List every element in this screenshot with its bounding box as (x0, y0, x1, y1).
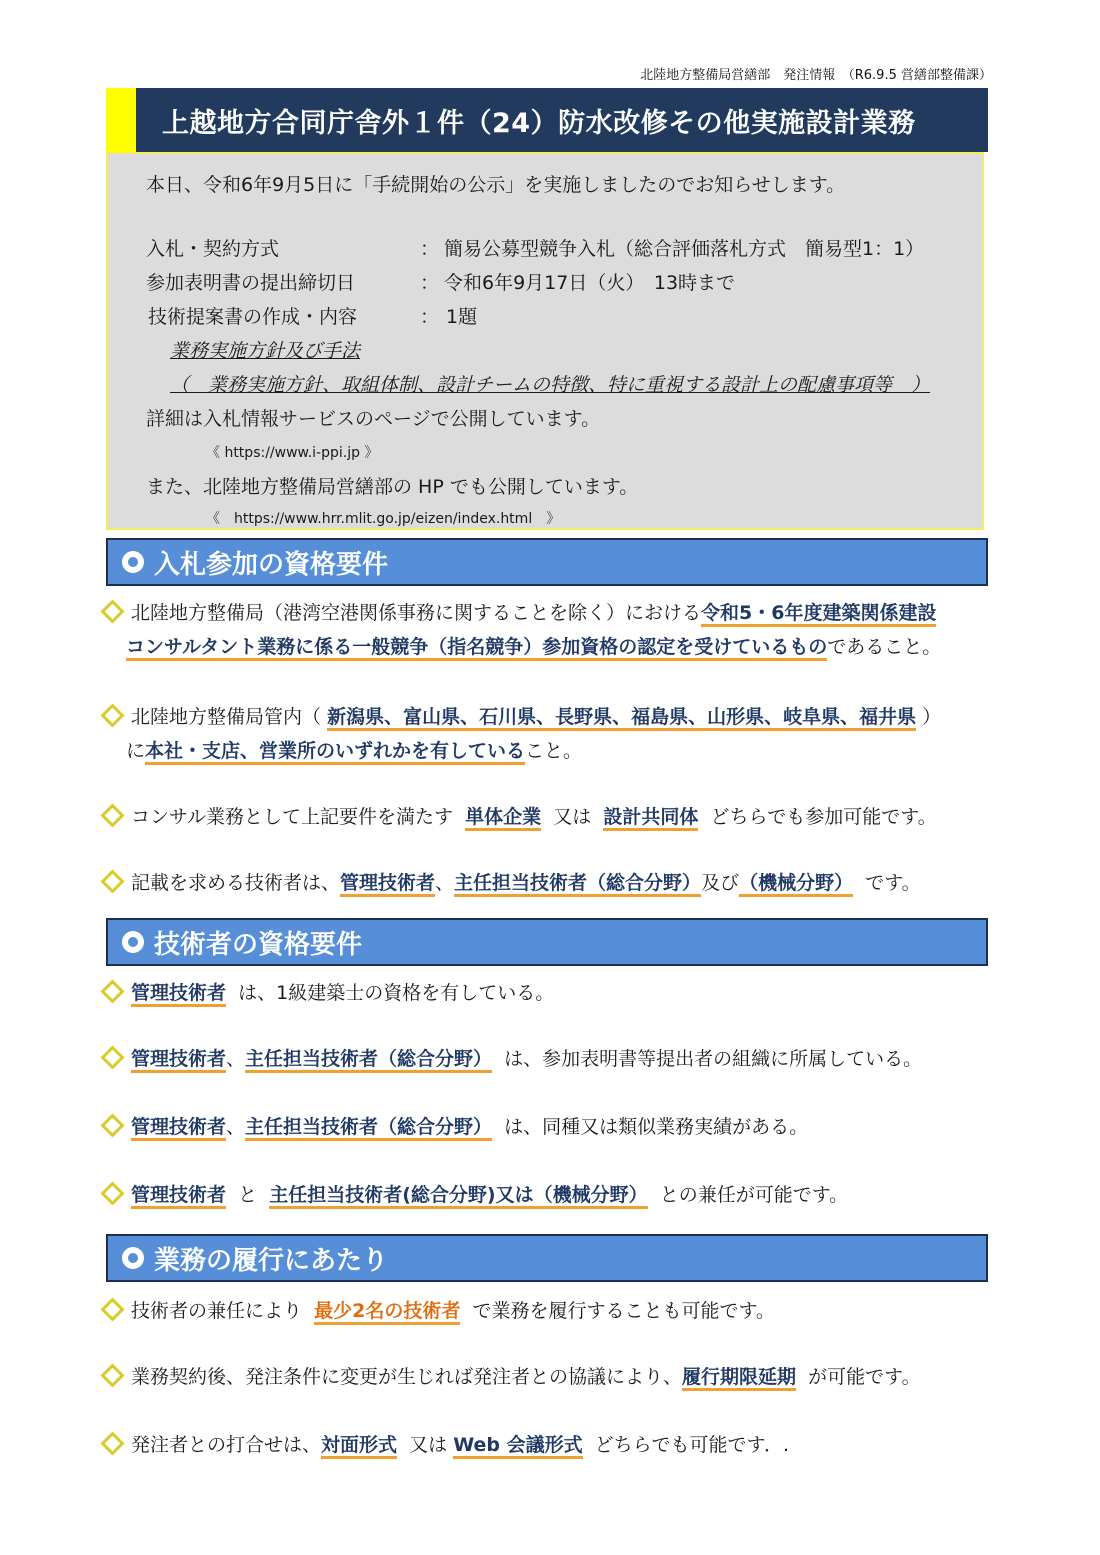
highlight: 単体企業 (465, 806, 541, 831)
notice-intro: 本日、令和6年9月5日に「手続開始の公示」を実施しましたのでお知らせします。 (146, 174, 846, 196)
item-text: は、参加表明書等提出者の組織に所属している。 (504, 1048, 923, 1070)
highlight: 管理技術者 (340, 872, 435, 897)
requirement-item (104, 1110, 1014, 1144)
item-text: 又は (409, 1434, 448, 1456)
requirement-item (104, 800, 1014, 834)
notice-box (106, 152, 984, 530)
page-title: 上越地方合同庁舎外１件（24）防水改修その他実施設計業務 (162, 107, 916, 139)
highlight: 主任担当技術者（総合分野） (245, 1048, 492, 1073)
item-text: 、 (226, 1116, 246, 1138)
requirement-item (104, 1428, 1014, 1462)
diamond-bullet-icon (100, 599, 124, 623)
diamond-bullet-icon (100, 869, 124, 893)
highlight: （機械分野） (739, 872, 853, 897)
highlight: 最少2名の技術者 (314, 1300, 460, 1325)
item-text: こと。 (525, 740, 583, 762)
diamond-bullet-icon (100, 803, 124, 827)
bullet-ring-icon (122, 1247, 144, 1269)
diamond-bullet-icon (100, 979, 124, 1003)
item-text: で業務を履行することも可能です。 (472, 1300, 775, 1322)
item-text: です。 (865, 872, 921, 894)
section-bid-qualification (106, 538, 988, 586)
diamond-bullet-icon (100, 1113, 124, 1137)
hrr-link[interactable]: 《 https://www.hrr.mlit.go.jp/eizen/index.html 》 (206, 511, 561, 527)
diamond-bullet-icon (100, 703, 124, 727)
requirement-item (104, 1360, 1014, 1394)
diamond-bullet-icon (100, 1181, 124, 1205)
requirement-item (104, 1178, 1014, 1212)
proposal-label: 技術提案書の作成・内容 (148, 306, 358, 328)
item-text: どちらでも可能です．. (594, 1434, 790, 1456)
colon: ： (420, 272, 440, 294)
deadline-label: 参加表明書の提出締切日 (146, 272, 356, 294)
item-text: ） (922, 706, 942, 728)
highlight: 令和5・6年度建築関係建設 (701, 602, 936, 627)
item-text: は、1級建築士の資格を有している。 (238, 982, 555, 1004)
item-text: 業務契約後、発注条件に変更が生じれば発注者との協議により、 (131, 1366, 683, 1388)
bullet-ring-icon (122, 931, 144, 953)
requirement-item (104, 1294, 1014, 1328)
title-banner (106, 88, 988, 152)
item-text: は、同種又は類似業務実績がある。 (504, 1116, 809, 1138)
highlight: 新潟県、富山県、石川県、長野県、福島県、山形県、岐阜県、福井県 (327, 706, 916, 731)
diamond-bullet-icon (100, 1297, 124, 1321)
item-text: 、 (226, 1048, 246, 1070)
highlight: 管理技術者 (131, 982, 226, 1007)
deadline-value: 令和6年9月17日（火） 13時まで (444, 272, 736, 294)
bullet-ring-icon (122, 551, 144, 573)
section-heading: 入札参加の資格要件 (154, 549, 389, 580)
title-accent (106, 88, 136, 152)
item-text: であること。 (827, 636, 942, 658)
header-note: 北陸地方整備局営繕部 発注情報 （R6.9.5 営繕部整備課） (640, 68, 992, 83)
requirement-item (104, 866, 1014, 900)
item-text: 又は (553, 806, 592, 828)
ippi-link[interactable]: 《 https://www.i-ppi.jp 》 (206, 445, 379, 461)
requirement-item (104, 976, 1014, 1010)
colon: ： (420, 238, 440, 260)
item-text: と (238, 1184, 258, 1206)
highlight: 主任担当技術者（総合分野） (454, 872, 701, 897)
item-text: 北陸地方整備局管内（ (131, 706, 322, 728)
item-text: との兼任が可能です。 (659, 1184, 849, 1206)
requirement-item (104, 700, 1014, 768)
item-text: 技術者の兼任により (131, 1300, 303, 1322)
contract-method-label: 入札・契約方式 (146, 238, 280, 260)
item-text: が可能です。 (808, 1366, 921, 1388)
requirement-item (104, 1042, 1014, 1076)
colon: ： (420, 306, 440, 328)
diamond-bullet-icon (100, 1363, 124, 1387)
item-text: コンサル業務として上記要件を満たす (131, 806, 454, 828)
highlight: 設計共同体 (603, 806, 698, 831)
section-heading: 技術者の資格要件 (154, 929, 363, 960)
highlight: 主任担当技術者（総合分野） (245, 1116, 492, 1141)
item-text: に (126, 740, 146, 762)
highlight: 本社・支店、営業所のいずれかを有している (145, 740, 525, 765)
proposal-theme-detail: （ 業務実施方針、取組体制、設計チームの特徴、特に重視する設計上の配慮事項等 ） (170, 374, 931, 396)
item-text: 、 (435, 872, 455, 894)
item-text: 及び (701, 872, 740, 894)
section-work-execution (106, 1234, 988, 1282)
highlight: コンサルタント業務に係る一般競争（指名競争）参加資格の認定を受けているもの (126, 636, 827, 661)
section-engineer-qualification (106, 918, 988, 966)
highlight: 管理技術者 (131, 1116, 226, 1141)
details-text: 詳細は入札情報サービスのページで公開しています。 (146, 408, 601, 430)
highlight: 対面形式 (321, 1434, 397, 1459)
section-heading: 業務の履行にあたり (154, 1245, 389, 1276)
highlight: 管理技術者 (131, 1184, 226, 1209)
highlight: 管理技術者 (131, 1048, 226, 1073)
requirement-item (104, 596, 1014, 664)
item-text: 発注者との打合せは、 (131, 1434, 322, 1456)
highlight: 主任担当技術者(総合分野)又は（機械分野） (269, 1184, 647, 1209)
proposal-theme: 業務実施方針及び手法 (170, 340, 361, 362)
highlight: Web 会議形式 (453, 1434, 582, 1459)
hp-text: また、北陸地方整備局営繕部の HP でも公開しています。 (146, 476, 639, 498)
item-text: 北陸地方整備局（港湾空港関係事務に関することを除く）における (131, 602, 702, 624)
contract-method-value: 簡易公募型競争入札（総合評価落札方式 簡易型1：1） (444, 238, 925, 260)
item-text: 記載を求める技術者は、 (131, 872, 341, 894)
proposal-value: 1題 (446, 306, 478, 328)
diamond-bullet-icon (100, 1431, 124, 1455)
item-text: どちらでも参加可能です。 (710, 806, 937, 828)
highlight: 履行期限延期 (682, 1366, 796, 1391)
diamond-bullet-icon (100, 1045, 124, 1069)
